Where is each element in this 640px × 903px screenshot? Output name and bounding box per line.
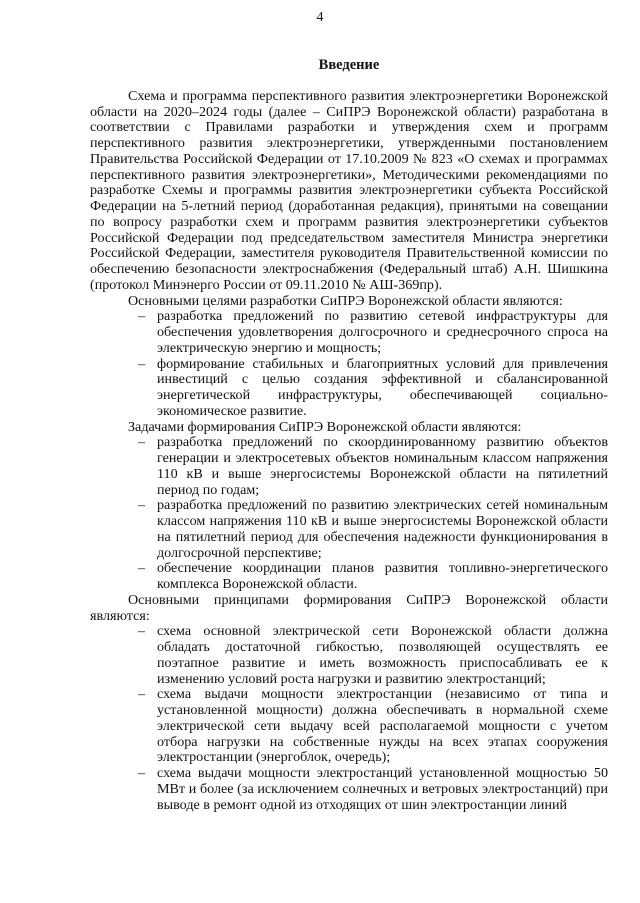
list-item: – разработка предложений по развитию сетевой инфраструктуры для обеспечения удовлетворения долгосрочного и среднесрочного спроса на электрическую энергию и мощность; <box>90 309 608 356</box>
section-title: Введение <box>318 57 380 73</box>
list-item: – разработка предложений по развитию электрических сетей номинальным классом напряжения 110 кВ и выше энергосистемы Воронежской области на пятилетний период для обеспечения надежности функционирования в долгосрочной перспективе; <box>90 498 608 561</box>
list-item: – формирование стабильных и благоприятных условий для привлечения инвестиций с целью создания эффективной и сбалансированной энергетической инфраструктуры, обеспечивающей социально-экономическое развитие. <box>90 357 608 420</box>
list-item: – обеспечение координации планов развития топливно-энергетического комплекса Воронежской области. <box>90 561 608 593</box>
principles-heading: Основными принципами формирования СиПРЭ Воронежской области являются: <box>90 591 608 624</box>
list-item: – схема выдачи мощности электростанции (независимо от типа и установленной мощности) должна обеспечивать в нормальной схеме электрической сети выдачу всей располагаемой мощности с учетом отбора нагрузки на собственные нужды на всех этапах сооружения электростанции (энергоблок, очередь); <box>90 687 608 766</box>
list-item: – разработка предложений по скоординированному развитию объектов генерации и электросетевых объектов номинальным классом напряжения 110 кВ и выше энергосистемы Воронежской области на пятилетний период по годам; <box>90 435 608 498</box>
principles-list <box>90 624 608 813</box>
goals-heading: Основными целями разработки СиПРЭ Воронежской области являются: <box>128 292 563 309</box>
page-number: 4 <box>316 10 324 25</box>
list-item: – схема основной электрической сети Воронежской области должна обладать достаточной гибкостью, позволяющей осуществлять ее поэтапное развитие и иметь возможность приспосабливать ее к изменению условий роста нагрузки и развитию электростанций; <box>90 624 608 687</box>
intro-paragraph: Схема и программа перспективного развития электроэнергетики Воронежской области на 2020–2024 годы (далее – СиПРЭ Воронежской области) разработана в соответствии с Правилами разработки и утверждения схем и программ перспективного развития электроэнергетики, утвержденными постановлением Правительства Российской Федерации от 17.10.2009 № 823 «О схемах и программах перспективного развития электроэнергетики», Методическими рекомендациями по разработке Схемы и программы развития электроэнергетики субъекта Российской Федерации на 5-летний период (доработанная редакция), принятыми на совещании по вопросу разработки схем и программ развития электроэнергетики субъектов Российской Федерации под председательством заместителя Министра энергетики Российской Федерации, заместителя руководителя Правительственной комиссии по обеспечению безопасности электроснабжения (Федеральный штаб) А.Н. Шишкина (протокол Минэнерго России от 09.11.2010 № АШ-369пр). <box>90 87 608 293</box>
document-body <box>90 58 608 813</box>
list-item: – схема выдачи мощности электростанций установленной мощностью 50 МВт и более (за исключением солнечных и ветровых электростанций) при выводе в ремонт одной из отходящих от шин электростанции линий <box>90 766 608 813</box>
tasks-list <box>90 435 608 593</box>
tasks-heading: Задачами формирования СиПРЭ Воронежской области являются: <box>128 418 522 435</box>
goals-list <box>90 309 608 419</box>
